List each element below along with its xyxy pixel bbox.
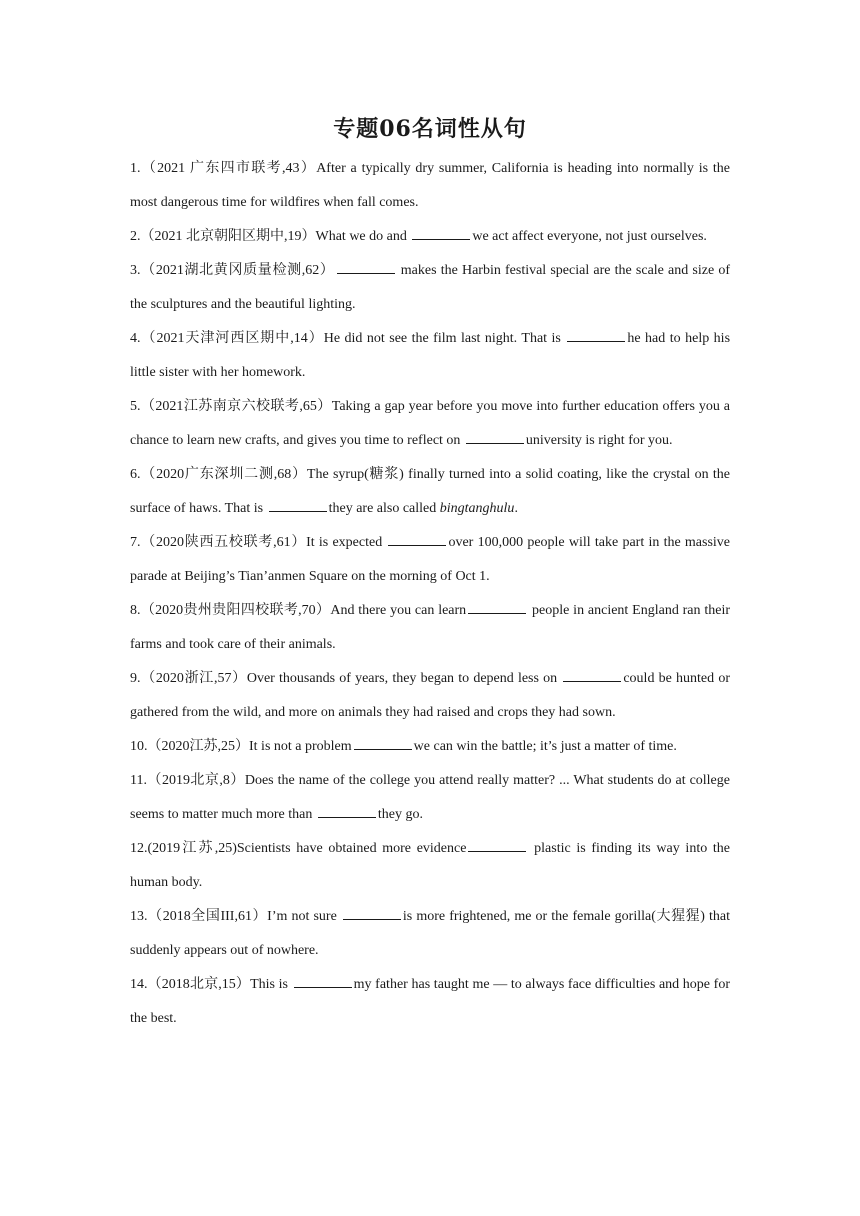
question-text-head: Taking a gap year before you move into further education offers you a chance to learn new crafts, and gives you time to reflect on	[130, 399, 731, 448]
question-number: 7.	[130, 535, 141, 550]
question-item	[130, 458, 730, 526]
question-item	[130, 390, 730, 458]
question-text-tail: university is right for you.	[525, 433, 673, 448]
question-source: （2021江苏南京六校联考,65）	[140, 399, 332, 414]
question-text-after: .	[514, 501, 518, 516]
question-text-head: The syrup(糖浆) finally turned into a solid coating, like the crystal on the surface of haws. That is	[130, 467, 730, 516]
question-number: 13.	[130, 909, 148, 924]
question-item	[130, 254, 730, 322]
question-text-head: Over thousands of years, they began to depend less on	[246, 671, 558, 686]
question-list	[130, 152, 730, 1036]
question-text-tail: they are also called	[328, 501, 437, 516]
question-text-tail: could be hunted or gathered from the wild, and more on animals they had raised and crops they had sown.	[130, 671, 731, 720]
question-text-head: Scientists have obtained more evidence	[236, 841, 467, 856]
question-item	[130, 220, 730, 254]
question-source: （2021 北京朝阳区期中,19）	[140, 229, 316, 244]
question-item	[130, 968, 730, 1036]
answer-blank[interactable]	[354, 737, 412, 750]
question-text-head: Does the name of the college you attend really matter? ... What students do at college seems to matter much more than	[130, 773, 730, 822]
page-title: 专题06名词性从句	[333, 116, 527, 142]
question-text-head: It is not a problem	[249, 739, 352, 754]
question-source: （2018全国III,61）	[147, 909, 268, 924]
answer-blank[interactable]	[343, 907, 401, 920]
answer-blank[interactable]	[466, 431, 524, 444]
answer-blank[interactable]	[388, 533, 446, 546]
question-source: （2018北京,15）	[147, 977, 251, 992]
question-item	[130, 730, 730, 764]
question-source: （2021湖北黄冈质量检测,62）	[140, 263, 335, 278]
question-text-head: I’m not sure	[267, 909, 337, 924]
answer-blank[interactable]	[412, 227, 470, 240]
question-number: 11.	[130, 773, 147, 788]
question-item	[130, 152, 730, 220]
question-item	[130, 594, 730, 662]
answer-blank[interactable]	[567, 329, 625, 342]
answer-blank[interactable]	[468, 839, 526, 852]
question-text-tail: he had to help his little sister with her homework.	[130, 331, 731, 380]
question-item	[130, 764, 730, 832]
question-number: 10.	[130, 739, 148, 754]
question-item	[130, 900, 730, 968]
answer-blank[interactable]	[294, 975, 352, 988]
question-text-tail: people in ancient England ran their farms and took care of their animals.	[130, 603, 731, 652]
question-item	[130, 526, 730, 594]
question-source: （2021天津河西区期中,14）	[140, 331, 324, 346]
answer-blank[interactable]	[318, 805, 376, 818]
question-text-head: What we do and	[315, 229, 407, 244]
question-source: （2020浙江,57）	[140, 671, 247, 686]
question-number: 9.	[130, 671, 141, 686]
question-source: （2020贵州贵阳四校联考,70）	[140, 603, 331, 618]
question-text-tail: we can win the battle; it’s just a matter of time.	[413, 739, 677, 754]
answer-blank[interactable]	[337, 261, 395, 274]
question-text-head: It is expected	[306, 535, 383, 550]
answer-blank[interactable]	[563, 669, 621, 682]
question-text-tail: makes the Harbin festival special are the scale and size of the sculptures and the beautiful lighting.	[130, 263, 731, 312]
question-item	[130, 322, 730, 390]
question-text-tail: my father has taught me — to always face difficulties and hope for the best.	[130, 977, 731, 1026]
question-text-head: This is	[250, 977, 288, 992]
question-text-tail: they go.	[377, 807, 423, 822]
question-text-tail: we act affect everyone, not just ourselves.	[472, 229, 707, 244]
question-number: 14.	[130, 977, 148, 992]
question-text-tail: normally is the most dangerous time for wildfires when fall comes.	[130, 161, 731, 210]
question-number: 12.	[130, 841, 148, 856]
question-source: （2021 广东四市联考,43）	[140, 161, 317, 176]
question-text-head: He did not see the film last night. That is	[323, 331, 561, 346]
question-text-head: After a typically dry summer, California is heading into	[316, 161, 639, 176]
question-text-head: And there you can learn	[330, 603, 467, 618]
question-number: 3.	[130, 263, 141, 278]
italic-term: bingtanghulu	[439, 501, 515, 516]
question-number: 6.	[130, 467, 141, 482]
question-source: （2020陕西五校联考,61）	[140, 535, 307, 550]
question-text-tail: plastic is finding its way into the human body.	[130, 841, 731, 890]
question-number: 2.	[130, 229, 141, 244]
question-item	[130, 662, 730, 730]
question-source: (2019江苏,25)	[147, 841, 237, 856]
question-number: 5.	[130, 399, 141, 414]
question-number: 8.	[130, 603, 141, 618]
question-text-tail: over 100,000 people will take part in the massive parade at Beijing’s Tian’anmen Square on the morning of Oct 1.	[130, 535, 731, 584]
question-number: 4.	[130, 331, 141, 346]
question-number: 1.	[130, 161, 141, 176]
answer-blank[interactable]	[269, 499, 327, 512]
question-source: （2020江苏,25）	[147, 739, 249, 754]
question-item	[130, 832, 730, 900]
question-source: （2020广东深圳二测,68）	[140, 467, 307, 482]
question-text-tail: is more frightened, me or the female gorilla(大猩猩) that suddenly appears out of nowhere.	[130, 909, 731, 958]
question-source: （2019北京,8）	[146, 773, 245, 788]
answer-blank[interactable]	[468, 601, 526, 614]
